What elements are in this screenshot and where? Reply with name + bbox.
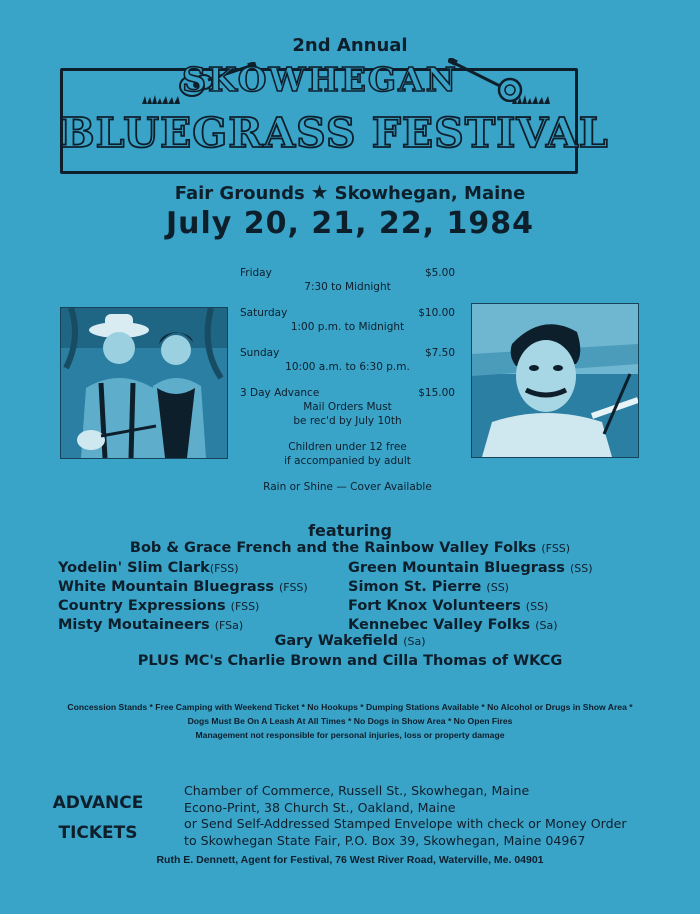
schedule-time: 7:30 to Midnight [304, 281, 391, 293]
festival-title: BLUEGRASS FESTIVAL [60, 109, 609, 157]
note-line: Dogs Must Be On A Leash At All Times * No Dogs in Show Area * No Open Fires [187, 716, 513, 726]
festival-banner [60, 58, 609, 176]
children-note: if accompanied by adult [284, 455, 411, 467]
featuring-title: featuring [308, 521, 392, 540]
performer-tag: (Sa) [403, 635, 426, 648]
performer-name: White Mountain Bluegrass [58, 579, 274, 595]
town-title: SKOWHEGAN [182, 60, 458, 99]
performer-single [0, 633, 700, 649]
performer-tag: (SS) [525, 600, 549, 613]
location-right: Skowhegan, Maine [334, 183, 526, 204]
performer-tag: (SS) [570, 562, 593, 575]
schedule-price: $5.00 [424, 267, 455, 279]
schedule-time: be rec'd by July 10th [293, 415, 402, 427]
rain-note: Rain or Shine — Cover Available [263, 481, 432, 493]
schedule-time: 10:00 a.m. to 6:30 p.m. [285, 361, 410, 373]
ticket-outlets [184, 783, 654, 849]
performer-name: Green Mountain Bluegrass [348, 560, 565, 576]
schedule-day: 3 Day Advance [240, 387, 320, 399]
performer-name: Gary Wakefield [274, 633, 399, 649]
outlet-line: to Skowhegan State Fair, P.O. Box 39, Skowhegan, Maine 04967 [184, 832, 586, 848]
performer-item [58, 559, 358, 578]
schedule-time: 1:00 p.m. to Midnight [290, 321, 405, 333]
advance-tickets-label [48, 788, 148, 848]
performer-tag: (SS) [486, 581, 509, 594]
outlet-line: or Send Self-Addressed Stamped Envelope with check or Money Order [184, 816, 627, 831]
performer-tag: (Sa) [535, 619, 558, 632]
festival-dates: July 20, 21, 22, 1984 [165, 206, 535, 241]
schedule-row [240, 346, 455, 360]
schedule-day: Saturday [240, 307, 288, 319]
ticket-schedule [240, 266, 455, 494]
children-note: Children under 12 free [288, 441, 407, 453]
schedule-row [240, 386, 455, 400]
performer-name: Country Expressions [58, 598, 226, 614]
couple-photo-image [61, 308, 227, 458]
location-left: Fair Grounds [174, 183, 305, 204]
performer-tag: (FSS) [230, 600, 260, 613]
note-line: Management not responsible for personal injuries, loss or property damage [195, 730, 505, 740]
outlet-line: Chamber of Commerce, Russell St., Skowhegan, Maine [184, 783, 530, 798]
schedule-price: $7.50 [424, 347, 455, 359]
performer-tag: (FSS) [541, 542, 571, 555]
performer-name: Misty Moutaineers [58, 617, 210, 633]
event-notes [0, 700, 700, 742]
performer-item [348, 597, 648, 616]
performer-tag: (FSS) [209, 562, 239, 575]
performer-item [58, 578, 358, 597]
schedule-row [240, 266, 455, 280]
schedule-day: Friday [240, 267, 272, 279]
performer-name: Kennebec Valley Folks [348, 617, 531, 633]
annual-label: 2nd Annual [292, 35, 408, 56]
tickets-label: TICKETS [58, 823, 138, 843]
fiddler-photo-image [472, 304, 638, 457]
performer-tag: (FSa) [214, 619, 244, 632]
performer-tag: (FSS) [279, 581, 308, 594]
performers-photo-left [60, 307, 228, 459]
advance-label: ADVANCE [52, 793, 144, 813]
performers-right-column [348, 559, 648, 635]
performer-name: Fort Knox Volunteers [348, 598, 521, 614]
performer-name: Yodelin' Slim Clark [58, 560, 210, 576]
performer-photo-right [471, 303, 639, 458]
performer-item [348, 578, 648, 597]
star-icon: ★ [310, 180, 329, 204]
performer-name: Simon St. Pierre [348, 579, 482, 595]
schedule-time: Mail Orders Must [303, 401, 392, 413]
outlet-line: Econo-Print, 38 Church St., Oakland, Maine [184, 799, 456, 815]
performer-item [58, 597, 358, 616]
schedule-price: $10.00 [418, 307, 455, 319]
performer-name: Bob & Grace French and the Rainbow Valley Folks [129, 540, 537, 556]
mc-line: PLUS MC's Charlie Brown and Cilla Thomas of WKCG [137, 653, 563, 669]
agent-line: Ruth E. Dennett, Agent for Festival, 76 West River Road, Waterville, Me. 04901 [156, 854, 544, 866]
location-line [0, 180, 700, 204]
headliner [0, 540, 700, 556]
schedule-day: Sunday [240, 347, 280, 359]
performer-item [348, 559, 648, 578]
performers-left-column [58, 559, 358, 635]
note-line: Concession Stands * Free Camping with Weekend Ticket * No Hookups * Dumping Stations Available * No Alcohol or Drugs in Show Area * [67, 702, 633, 712]
schedule-price: $15.00 [418, 387, 455, 399]
schedule-row [240, 306, 455, 320]
